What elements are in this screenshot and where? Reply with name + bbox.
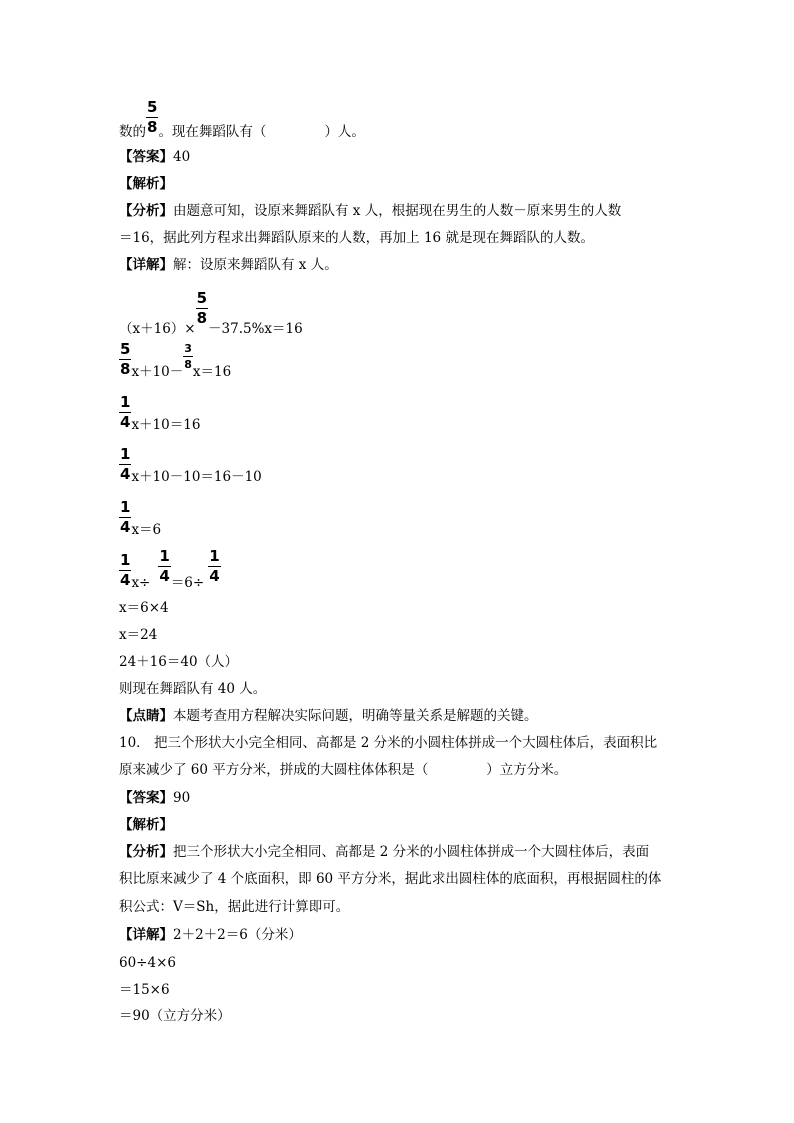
equation-text: x＝24 [119, 627, 158, 643]
fenxi-text: ＝16，据此列方程求出舞蹈队原来的人数，再加上 16 就是现在舞蹈队的人数。 [119, 230, 594, 246]
calc-line-3 [119, 1008, 231, 1024]
denominator: 8 [120, 360, 131, 378]
fenxi-line-2 [119, 230, 594, 246]
stem-text: 原来减少了 60 平方分米，拼成的大圆柱体体积是（ [119, 762, 429, 778]
denominator: 4 [159, 567, 170, 585]
denominator: 4 [120, 413, 131, 431]
fenxi-line-1 [119, 203, 621, 219]
equation-text: －37.5%x＝16 [208, 321, 303, 337]
conclusion-line [119, 681, 266, 697]
analysis-heading [119, 176, 173, 192]
equation-text: x＋10－ [131, 364, 184, 380]
fenxi-line-3 [119, 899, 349, 915]
equation-2 [119, 342, 231, 380]
numerator: 5 [147, 98, 158, 116]
answer-value: 40 [173, 149, 191, 165]
fraction [196, 291, 208, 326]
equation-text: x＝6 [131, 522, 162, 538]
equation-1 [119, 291, 303, 337]
fraction [119, 447, 131, 482]
xiangjie-line [119, 927, 302, 943]
stem-text: ）立方分米。 [486, 762, 568, 778]
fenxi-text: 积公式：V＝Sh，据此进行计算即可。 [119, 899, 350, 915]
equation-text: x＋10＝16 [131, 417, 201, 433]
xiangjie-text: 2＋2＋2＝6（分米） [173, 927, 302, 943]
answer-value: 90 [173, 790, 191, 806]
dianjing-line [119, 708, 538, 724]
numerator: 1 [120, 551, 131, 569]
numerator: 5 [196, 289, 208, 307]
denominator: 4 [209, 567, 220, 585]
numerator: 1 [159, 547, 170, 565]
equation-text: x＝16 [192, 364, 232, 380]
answer-tag: 【答案】 [119, 790, 173, 806]
denominator: 8 [184, 358, 192, 371]
stem-text: 10． 把三个形状大小完全相同、高都是 2 分米的小圆柱体拼成一个大圆柱体后，表面积比 [119, 735, 658, 751]
xiangjie-tag: 【详解】 [119, 927, 173, 943]
answer-tag: 【答案】 [119, 149, 173, 165]
numerator: 1 [120, 393, 131, 411]
equation-9 [119, 654, 238, 670]
numerator: 5 [120, 340, 131, 358]
equation-3 [119, 395, 200, 433]
dianjing-text: 本题考查用方程解决实际问题，明确等量关系是解题的关键。 [173, 708, 538, 724]
fraction [183, 343, 193, 370]
calc-text: ＝90（立方分米） [119, 1008, 231, 1024]
equation-4 [119, 447, 262, 485]
fenxi-line-2 [119, 871, 661, 887]
fraction [119, 553, 131, 588]
question-10-stem-line-1 [119, 735, 657, 751]
denominator: 4 [120, 465, 131, 483]
stem-text: ）人。 [324, 124, 365, 140]
fraction [208, 549, 220, 584]
fraction [146, 100, 158, 135]
fenxi-text: 积比原来减少了 4 个底面积，即 60 平方分米，据此求出圆柱体的底面积，再根据圆柱的体 [119, 871, 662, 887]
fenxi-text: 把三个形状大小完全相同、高都是 2 分米的小圆柱体拼成一个大圆柱体后，表面 [173, 844, 650, 860]
denominator: 8 [147, 118, 158, 136]
equation-8 [119, 627, 157, 643]
denominator: 4 [120, 571, 131, 589]
answer-line [119, 790, 190, 806]
numerator: 1 [209, 547, 220, 565]
fraction [119, 500, 131, 535]
fenxi-text: 由题意可知，设原来舞蹈队有 x 人，根据现在男生的人数－原来男生的人数 [173, 203, 622, 219]
fenxi-tag: 【分析】 [119, 203, 173, 219]
conclusion-text: 则现在舞蹈队有 40 人。 [119, 681, 267, 697]
numerator: 3 [184, 342, 192, 355]
fenxi-line-1 [119, 844, 649, 860]
fraction [158, 549, 170, 584]
xiangjie-tag: 【详解】 [119, 257, 173, 273]
equation-6 [119, 549, 221, 591]
dianjing-tag: 【点睛】 [119, 708, 173, 724]
equation-text: （x＋16）× [119, 321, 196, 337]
numerator: 1 [120, 498, 131, 516]
equation-text: x＋10－10＝16－10 [131, 469, 262, 485]
analysis-tag: 【解析】 [119, 817, 173, 833]
calc-text: 60÷4×6 [119, 955, 176, 971]
analysis-tag: 【解析】 [119, 176, 173, 192]
numerator: 1 [120, 445, 131, 463]
question-9-stem [119, 100, 365, 140]
stem-text: 数的 [119, 124, 146, 140]
equation-text: x＝6×4 [119, 600, 169, 616]
equation-text: x÷ [131, 575, 151, 591]
answer-line [119, 149, 190, 165]
fenxi-tag: 【分析】 [119, 844, 173, 860]
calc-text: ＝15×6 [119, 982, 170, 998]
fraction [119, 342, 131, 377]
xiangjie-text: 解：设原来舞蹈队有 x 人。 [173, 257, 338, 273]
equation-5 [119, 500, 161, 538]
calc-line-2 [119, 982, 170, 998]
denominator: 8 [196, 309, 208, 327]
fraction [119, 395, 131, 430]
denominator: 4 [120, 518, 131, 536]
stem-text: 。现在舞蹈队有（ [158, 124, 267, 140]
equation-7 [119, 600, 169, 616]
equation-text: ＝6÷ [170, 575, 205, 591]
analysis-heading [119, 817, 173, 833]
xiangjie-line [119, 257, 338, 273]
calc-line-1 [119, 955, 176, 971]
equation-text: 24＋16＝40（人） [119, 654, 239, 670]
question-10-stem-line-2 [119, 762, 567, 778]
